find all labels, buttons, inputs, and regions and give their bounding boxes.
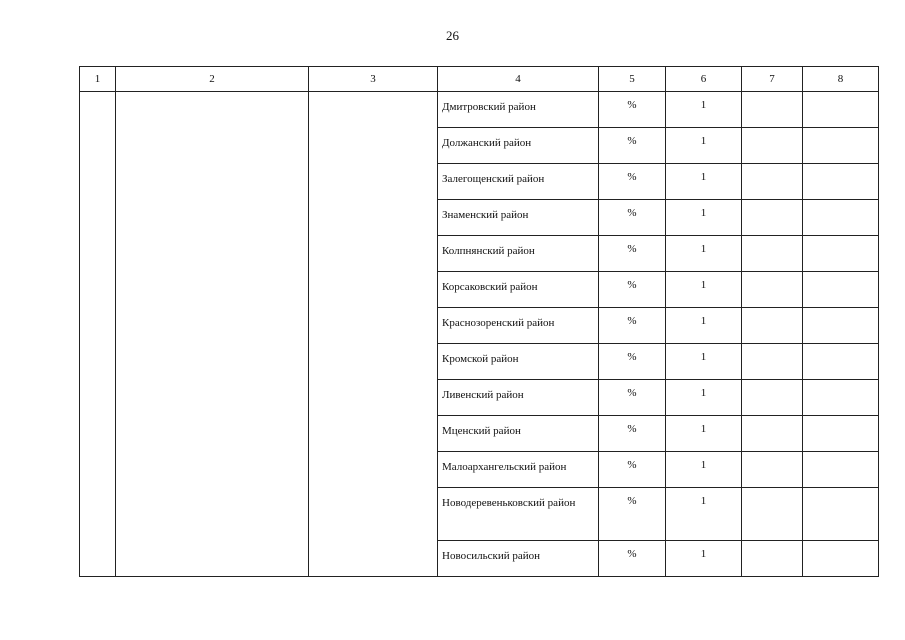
district-name: Колпнянский район	[438, 236, 599, 272]
column-header-8: 8	[803, 67, 879, 92]
empty-cell-col-7	[742, 128, 803, 164]
unit-cell: %	[599, 272, 666, 308]
unit-cell: %	[599, 308, 666, 344]
unit-cell: %	[599, 380, 666, 416]
empty-cell-col-7	[742, 272, 803, 308]
column-header-1: 1	[80, 67, 116, 92]
value-cell: 1	[666, 200, 742, 236]
unit-cell: %	[599, 488, 666, 541]
header-row	[80, 67, 879, 92]
unit-cell: %	[599, 452, 666, 488]
table-body	[80, 92, 879, 577]
empty-cell-col-8	[803, 541, 879, 577]
empty-cell-col-7	[742, 452, 803, 488]
empty-cell-col-8	[803, 128, 879, 164]
empty-cell-col-7	[742, 236, 803, 272]
column-header-4: 4	[438, 67, 599, 92]
value-cell: 1	[666, 92, 742, 128]
empty-cell-col-8	[803, 380, 879, 416]
district-name: Новодеревеньковский район	[438, 488, 599, 541]
unit-cell: %	[599, 164, 666, 200]
value-cell: 1	[666, 344, 742, 380]
district-name: Ливенский район	[438, 380, 599, 416]
column-header-6: 6	[666, 67, 742, 92]
empty-cell-col-7	[742, 344, 803, 380]
unit-cell: %	[599, 541, 666, 577]
value-cell: 1	[666, 164, 742, 200]
value-cell: 1	[666, 541, 742, 577]
empty-cell-col-8	[803, 236, 879, 272]
column-header-3: 3	[309, 67, 438, 92]
empty-cell-col-8	[803, 488, 879, 541]
empty-cell-col-7	[742, 416, 803, 452]
value-cell: 1	[666, 380, 742, 416]
value-cell: 1	[666, 416, 742, 452]
empty-cell-col-7	[742, 92, 803, 128]
district-name: Мценский район	[438, 416, 599, 452]
district-name: Кромской район	[438, 344, 599, 380]
value-cell: 1	[666, 488, 742, 541]
empty-cell-col-8	[803, 308, 879, 344]
unit-cell: %	[599, 200, 666, 236]
empty-cell-col-8	[803, 344, 879, 380]
unit-cell: %	[599, 92, 666, 128]
value-cell: 1	[666, 236, 742, 272]
unit-cell: %	[599, 416, 666, 452]
empty-cell-col-8	[803, 164, 879, 200]
merged-cell-col-1	[80, 92, 116, 577]
column-header-2: 2	[116, 67, 309, 92]
value-cell: 1	[666, 452, 742, 488]
district-name: Залегощенский район	[438, 164, 599, 200]
empty-cell-col-8	[803, 92, 879, 128]
district-name: Корсаковский район	[438, 272, 599, 308]
district-name: Малоархангельский район	[438, 452, 599, 488]
data-table	[79, 66, 879, 577]
empty-cell-col-7	[742, 488, 803, 541]
merged-cell-col-2	[116, 92, 309, 577]
district-name: Знаменский район	[438, 200, 599, 236]
page-number: 26	[446, 28, 459, 43]
empty-cell-col-7	[742, 164, 803, 200]
column-header-5: 5	[599, 67, 666, 92]
empty-cell-col-7	[742, 380, 803, 416]
table-row	[80, 92, 879, 128]
empty-cell-col-8	[803, 200, 879, 236]
district-name: Дмитровский район	[438, 92, 599, 128]
unit-cell: %	[599, 236, 666, 272]
value-cell: 1	[666, 308, 742, 344]
value-cell: 1	[666, 272, 742, 308]
empty-cell-col-7	[742, 541, 803, 577]
district-name: Должанский район	[438, 128, 599, 164]
district-name: Краснозоренский район	[438, 308, 599, 344]
district-name: Новосильский район	[438, 541, 599, 577]
value-cell: 1	[666, 128, 742, 164]
merged-cell-col-3	[309, 92, 438, 577]
empty-cell-col-7	[742, 200, 803, 236]
empty-cell-col-7	[742, 308, 803, 344]
empty-cell-col-8	[803, 272, 879, 308]
empty-cell-col-8	[803, 416, 879, 452]
unit-cell: %	[599, 344, 666, 380]
unit-cell: %	[599, 128, 666, 164]
column-header-7: 7	[742, 67, 803, 92]
empty-cell-col-8	[803, 452, 879, 488]
